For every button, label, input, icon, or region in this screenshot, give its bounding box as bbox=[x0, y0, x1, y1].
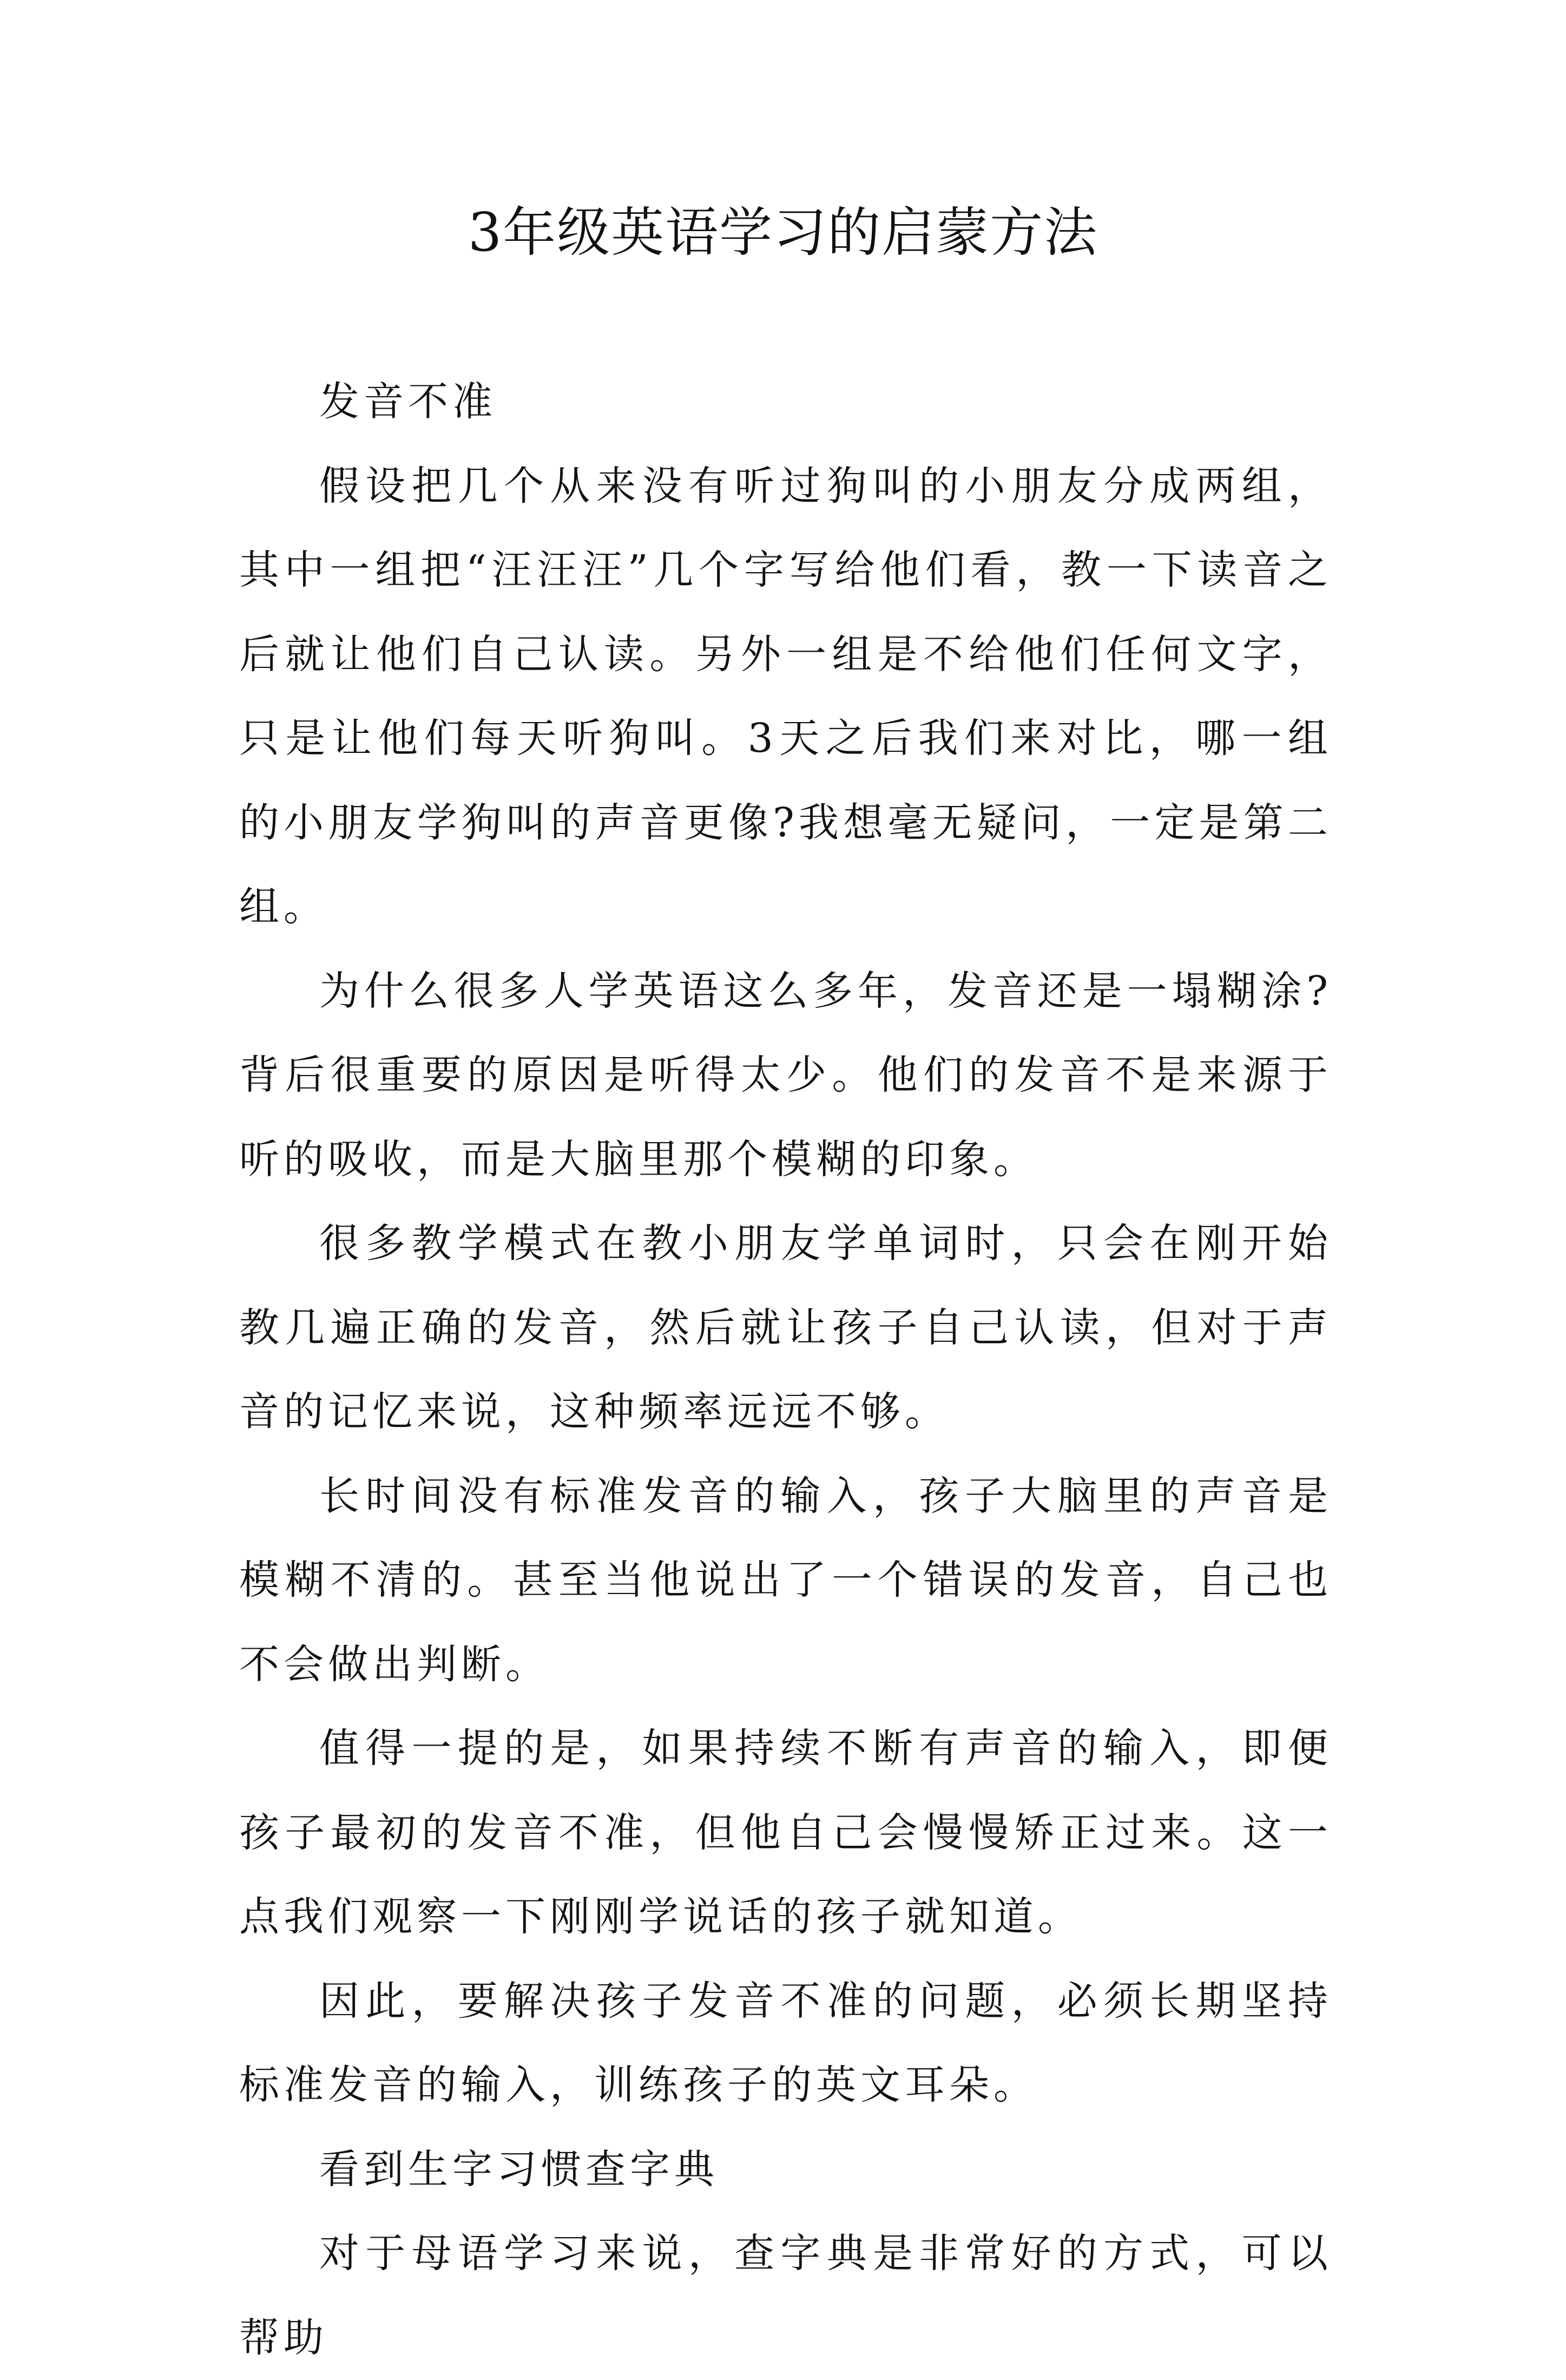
document-title: 3年级英语学习的启蒙方法 bbox=[468, 202, 1098, 264]
paragraph: 很多教学模式在教小朋友学单词时，只会在刚开始教几遍正确的发音，然后就让孩子自己认读，但对于声音的记忆来说，这种频率远远不够。 bbox=[239, 1220, 1332, 1435]
paragraph: 为什么很多人学英语这么多年，发音还是一塌糊涂?背后很重要的原因是听得太少。他们的发音不是来源于听的吸收，而是大脑里那个模糊的印象。 bbox=[239, 967, 1332, 1183]
paragraph: 因此，要解决孩子发音不准的问题，必须长期坚持标准发音的输入，训练孩子的英文耳朵。 bbox=[239, 1977, 1332, 2108]
paragraph: 假设把几个从来没有听过狗叫的小朋友分成两组，其中一组把“汪汪汪”几个字写给他们看，教一下读音之后就让他们自己认读。另外一组是不给他们任何文字，只是让他们每天听狗叫。3天之后我们来对比，哪一组的小朋友学狗叫的声音更像?我想毫无疑问，一定是第二组。 bbox=[239, 462, 1332, 930]
paragraph: 值得一提的是，如果持续不断有声音的输入，即便孩子最初的发音不准，但他自己会慢慢矫正过来。这一点我们观察一下刚刚学说话的孩子就知道。 bbox=[239, 1725, 1332, 1940]
document-body bbox=[239, 360, 1332, 2380]
section-heading-pronunciation: 发音不准 bbox=[319, 378, 497, 425]
section-heading-dictionary: 看到生字习惯查字典 bbox=[319, 2146, 719, 2193]
paragraph: 长时间没有标准发音的输入，孩子大脑里的声音是模糊不清的。甚至当他说出了一个错误的发音，自己也不会做出判断。 bbox=[239, 1472, 1332, 1688]
paragraph: 对于母语学习来说，查字典是非常好的方式，可以帮助 bbox=[239, 2230, 1332, 2361]
